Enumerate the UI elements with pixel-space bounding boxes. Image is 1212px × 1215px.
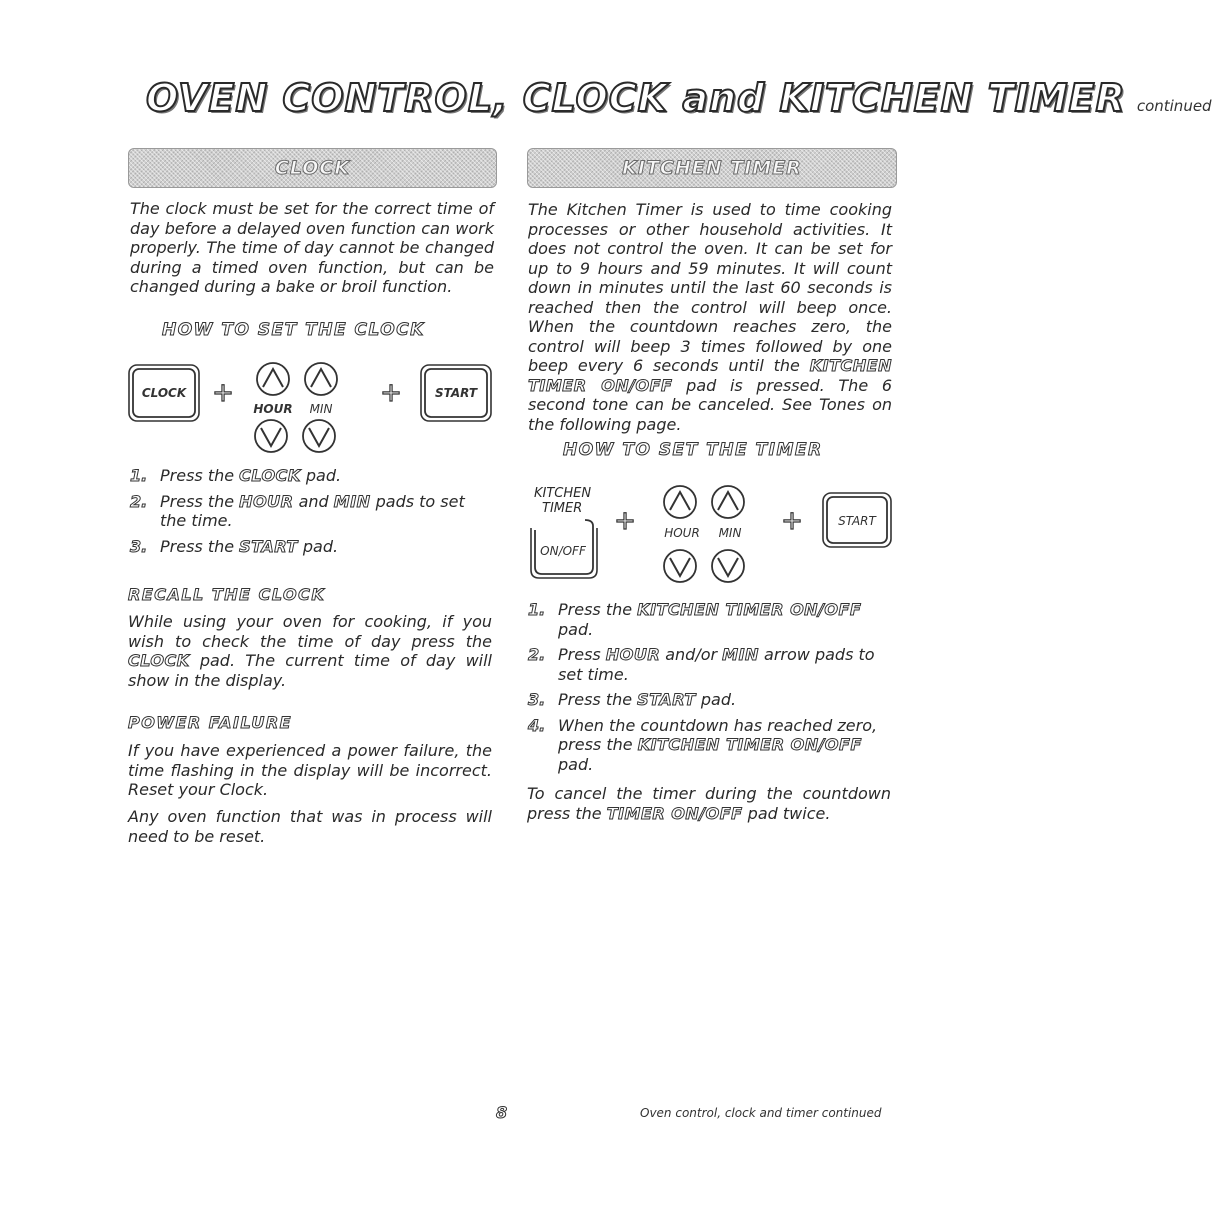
page-title-main: OVEN CONTROL, CLOCK and KITCHEN TIMER <box>146 76 1126 120</box>
plus-icon <box>380 378 402 408</box>
timer-set-diagram <box>527 480 897 590</box>
kitchen-timer-banner-text: KITCHEN TIMER <box>622 157 802 179</box>
timer-how-to-heading: HOW TO SET THE TIMER <box>563 440 823 460</box>
clock-steps <box>130 466 496 562</box>
list-item: 3. Press the START pad. <box>528 690 737 709</box>
svg-text:+: + <box>781 506 803 536</box>
recall-text: While using your oven for cooking, if you wish to check the time of day press the CLOCK pad. The current time of day will show in the display. <box>128 612 492 690</box>
list-item: 2. Press the HOUR and MIN pads to set the time. <box>130 491 465 530</box>
list-item: 2. Press HOUR and/or MIN arrow pads to set time. <box>528 645 875 684</box>
kitchen-timer-banner <box>527 148 897 188</box>
min-label: MIN <box>309 402 333 416</box>
clock-banner-text: CLOCK <box>274 157 351 179</box>
timer-cancel-text: To cancel the timer during the countdown press the TIMER ON/OFF pad twice. <box>527 784 891 823</box>
footer-text: Oven control, clock and timer continued <box>640 1106 882 1120</box>
min-label: MIN <box>718 526 742 540</box>
min-down-arrow-icon <box>303 420 335 452</box>
power-failure-text-2: Any oven function that was in process will need to be reset. <box>128 807 492 846</box>
clock-banner <box>128 148 497 188</box>
hour-down-arrow-icon <box>255 420 287 452</box>
kitchen-label: KITCHEN <box>534 486 592 501</box>
list-item: 4. When the countdown has reached zero, press the KITCHEN TIMER ON/OFF pad. <box>528 715 878 774</box>
svg-text:+: + <box>614 506 636 536</box>
hour-up-arrow-icon <box>664 486 696 518</box>
power-failure-heading: POWER FAILURE <box>128 713 293 732</box>
start-pad <box>823 493 891 547</box>
svg-text:START: START <box>838 514 876 528</box>
min-up-arrow-icon <box>305 363 337 395</box>
timer-label: TIMER <box>542 501 583 516</box>
power-failure-text-1: If you have experienced a power failure, the time flashing in the display will be incorrect. Reset your Clock. <box>128 741 492 799</box>
clock-how-to-heading: HOW TO SET THE CLOCK <box>162 320 425 340</box>
clock-pad <box>129 365 199 421</box>
min-up-arrow-icon <box>712 486 744 518</box>
on-off-pad <box>531 520 597 578</box>
min-down-arrow-icon <box>712 550 744 582</box>
page-title <box>146 76 1212 126</box>
svg-text:+: + <box>380 378 402 408</box>
plus-icon <box>781 506 803 536</box>
recall-heading: RECALL THE CLOCK <box>128 585 326 604</box>
clock-intro: The clock must be set for the correct time of day before a delayed oven function can work properly. The time of day cannot be changed during a timed oven function, but can be changed during a bake or broil function. <box>130 199 494 296</box>
hour-label: HOUR <box>253 402 293 416</box>
hour-up-arrow-icon <box>257 363 289 395</box>
clock-set-diagram <box>125 360 495 460</box>
list-item: 1. Press the CLOCK pad. <box>130 466 342 485</box>
svg-text:CLOCK: CLOCK <box>141 386 187 400</box>
hour-down-arrow-icon <box>664 550 696 582</box>
svg-text:ON/OFF: ON/OFF <box>540 544 586 558</box>
svg-text:+: + <box>212 378 234 408</box>
start-pad <box>421 365 491 421</box>
list-item: 3. Press the START pad. <box>130 536 339 556</box>
plus-icon <box>212 378 234 408</box>
timer-steps <box>528 600 892 780</box>
plus-icon <box>614 506 636 536</box>
page-title-continued: continued <box>1136 97 1212 115</box>
svg-text:START: START <box>434 386 478 400</box>
kitchen-timer-intro: The Kitchen Timer is used to time cooking processes or other household activities. It does not control the oven. It can be set for up to 9 hours and 59 minutes. It will count down in minutes until the last 60 seconds is reached then the control will beep once. When the countdown reaches zero, the control will beep 3 times followed by one beep every 6 seconds until the KITCHEN TIMER ON/OFF pad is pressed. The 6 second tone can be canceled. See Tones on the following page. <box>528 200 893 434</box>
page-number: 8 <box>496 1103 508 1122</box>
hour-label: HOUR <box>664 526 700 540</box>
list-item: 1. Press the KITCHEN TIMER ON/OFF pad. <box>528 600 862 639</box>
